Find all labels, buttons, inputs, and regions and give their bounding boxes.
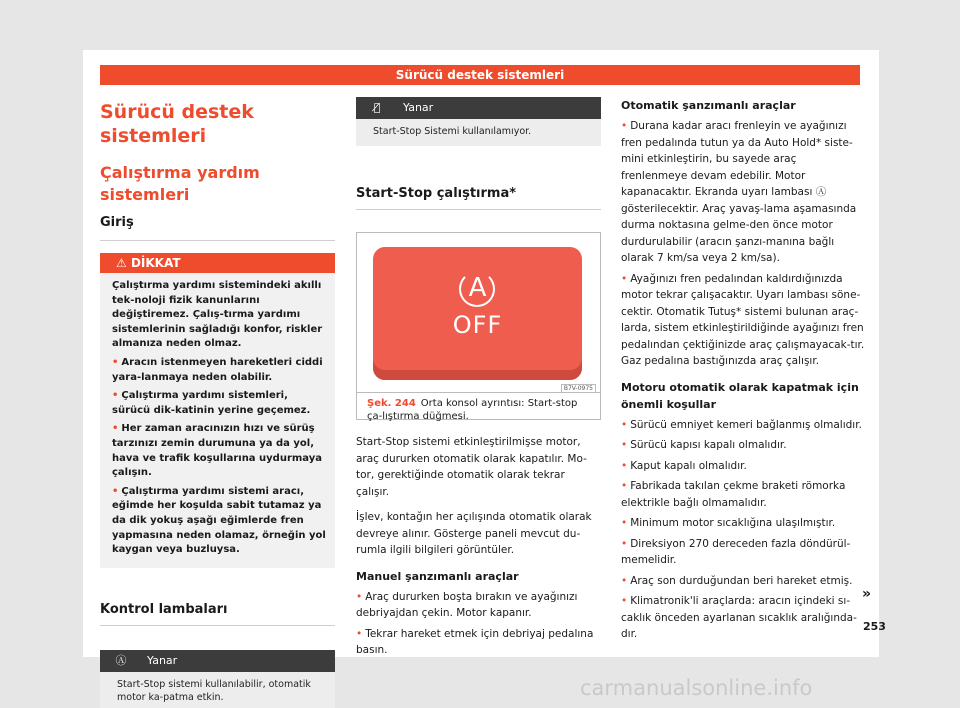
list-item: • Klimatronik'li araçlarda: aracın içindeki sı-caklık önceden ayarlanan sıcaklık aralığında-dır. [621, 595, 857, 640]
lamp-state: Yanar [147, 653, 178, 667]
caption-text: Orta konsol ayrıntısı: Start-stop ça-lıştırma düğmesi. [367, 398, 578, 422]
bullet-icon: • [112, 423, 119, 435]
page-number: 253 [863, 620, 886, 633]
bullet-icon: • [621, 480, 628, 492]
warning-body [100, 273, 335, 568]
manual-gearbox-title: Manuel şanzımanlı araçlar [356, 569, 519, 583]
figure-key: Şek. 244 [367, 398, 416, 409]
bullet-icon: • [621, 537, 628, 550]
warning-item: • Her zaman aracınızın hızı ve sürüş tarzınızı zemin durumuna ya da yol, hava ve trafik koşullarına uydurmaya çalışın. [112, 423, 323, 479]
warning-intro: Çalıştırma yardımı sistemindeki akıllı tek-noloji fizik kanunlarını değiştiremez. Çalış-tırma yardımı sistemlerinin sağladığı konfor, riskler almanıza neden olmaz. [112, 280, 323, 350]
control-lamps-title: Kontrol lambaları [100, 602, 335, 626]
list-item: • Ayağınızı fren pedalından kaldırdığınızda motor tekrar çalışacaktır. Uyarı lambası söne-cektir. Otomatik Tutuş* sistemi bulunan araç-larda, sistem etkinleştirildiğinde ayağınızı fren pedalından çektiğinizde araç çalışmayacak-tır. Gaz pedalına bastığınızda araç çalışır. [621, 272, 865, 367]
bullet-icon: • [112, 356, 119, 368]
bullet-icon: • [112, 485, 119, 497]
bullet-icon: • [356, 590, 363, 603]
subsection-title: Giriş [100, 214, 335, 241]
warning-header [100, 253, 335, 273]
lamp-state: Yanar [403, 101, 434, 114]
list-item: • Durana kadar aracı frenleyin ve ayağınızı fren pedalında tutun ya da Auto Hold* siste-mini etkinleştirin, bu sayede araç frenlenmeye devam edebilir. Motor kapanacaktır. Ekranda uyarı lambası Ⓐ gösterilecektir. Araç yavaş-lama aşamasında durma noktasına gelme-den önce motor durdurulabilir (aracın şanzı-manına bağlı olarak 7 km/sa veya 2 km/sa). [621, 120, 857, 264]
paragraph: İşlev, kontağın her açılışında otomatik olarak devreye alınır. Gösterge paneli mevcut du-rumla ilgili bilgileri görüntüler. [356, 511, 592, 556]
list-item: • Sürücü emniyet kemeri bağlanmış olmalıdır. [621, 418, 862, 431]
warning-triangle-icon: ⚠ [116, 256, 131, 270]
list-item: • Sürücü kapısı kapalı olmalıdır. [621, 439, 787, 451]
warning-item: • Çalıştırma yardımı sistemi aracı, eğimde her koşulda sabit tutamaz ya da dik yokuş aşağı eğimlerde fren yapmasına neden olamaz, örneğin yol kaygan veya buzluysa. [112, 485, 326, 556]
lamp-header [100, 650, 335, 672]
list-item: • Tekrar hareket etmek için debriyaj pedalına basın. [356, 627, 594, 656]
list-item: • Araç son durduğundan beri hareket etmiş. [621, 574, 853, 587]
auto-start-stop-icon: Ⓐ [115, 653, 127, 667]
auto-start-stop-off-icon: Ⓐ̸ [373, 101, 381, 114]
lamp-description: Start-Stop Sistemi kullanılamıyor. [373, 126, 532, 137]
lamp-description: Start-Stop sistemi kullanılabilir, otomatik motor ka-patma etkin. [117, 678, 311, 703]
start-stop-button-image [373, 247, 582, 380]
warning-title: DİKKAT [130, 256, 181, 270]
bullet-icon: • [621, 439, 628, 451]
warning-item: • Çalıştırma yardımı sistemleri, sürücü dik-katinin yerine geçemez. [112, 390, 311, 416]
bullet-icon: • [621, 574, 628, 587]
list-item: • Fabrikada takılan çekme braketi römorka elektrikle bağlı olmamalıdır. [621, 480, 846, 509]
paragraph: Start-Stop sistemi etkinleştirilmişse motor, araç dururken otomatik olarak kapatılır. Mo-tor, gerektiğinde otomatik olarak tekrar çalışır. [356, 436, 587, 498]
column-left [100, 97, 335, 708]
warning-item: • Aracın istenmeyen hareketleri ciddi yara-lanmaya neden olabilir. [112, 356, 323, 383]
warning-box [100, 253, 335, 568]
bullet-icon: • [621, 120, 628, 132]
chapter-header: Sürücü destek sistemleri [100, 65, 860, 85]
bullet-icon: • [621, 272, 628, 285]
section-title: Çalıştırma yardım sistemleri [100, 163, 260, 204]
bullet-icon: • [621, 459, 628, 472]
start-stop-title: Start-Stop çalıştırma* [356, 186, 601, 210]
conditions-title: Motoru otomatik olarak kapatmak için önemli koşullar [621, 380, 859, 411]
lamp-header [356, 97, 601, 119]
figure-caption [357, 392, 600, 427]
list-item: • Kaput kapalı olmalıdır. [621, 459, 747, 472]
continue-arrow-icon: » [862, 586, 872, 602]
list-item: • Minimum motor sıcaklığına ulaşılmıştır. [621, 517, 836, 529]
watermark: carmanualsonline.info [580, 676, 813, 700]
bullet-icon: • [621, 418, 628, 431]
figure-244 [356, 232, 601, 420]
list-item: • Araç dururken boşta bırakın ve ayağınızı debriyajdan çekin. Motor kapanır. [356, 590, 578, 619]
column-middle [356, 97, 601, 659]
bullet-icon: • [356, 627, 363, 640]
lamp-table-off [356, 97, 601, 146]
list-item: • Direksiyon 270 dereceden fazla döndürül-memelidir. [621, 537, 851, 566]
chapter-title: Sürücü destek sistemleri [100, 101, 254, 147]
bullet-icon: • [112, 390, 119, 402]
column-right [621, 97, 866, 643]
button-glyph: A [468, 273, 487, 303]
figure-code: B7V-0975 [561, 384, 596, 393]
lamp-table-on [100, 650, 335, 708]
bullet-icon: • [621, 517, 628, 529]
auto-gearbox-title: Otomatik şanzımanlı araçlar [621, 99, 796, 112]
bullet-icon: • [621, 595, 628, 607]
button-label: OFF [452, 311, 503, 339]
